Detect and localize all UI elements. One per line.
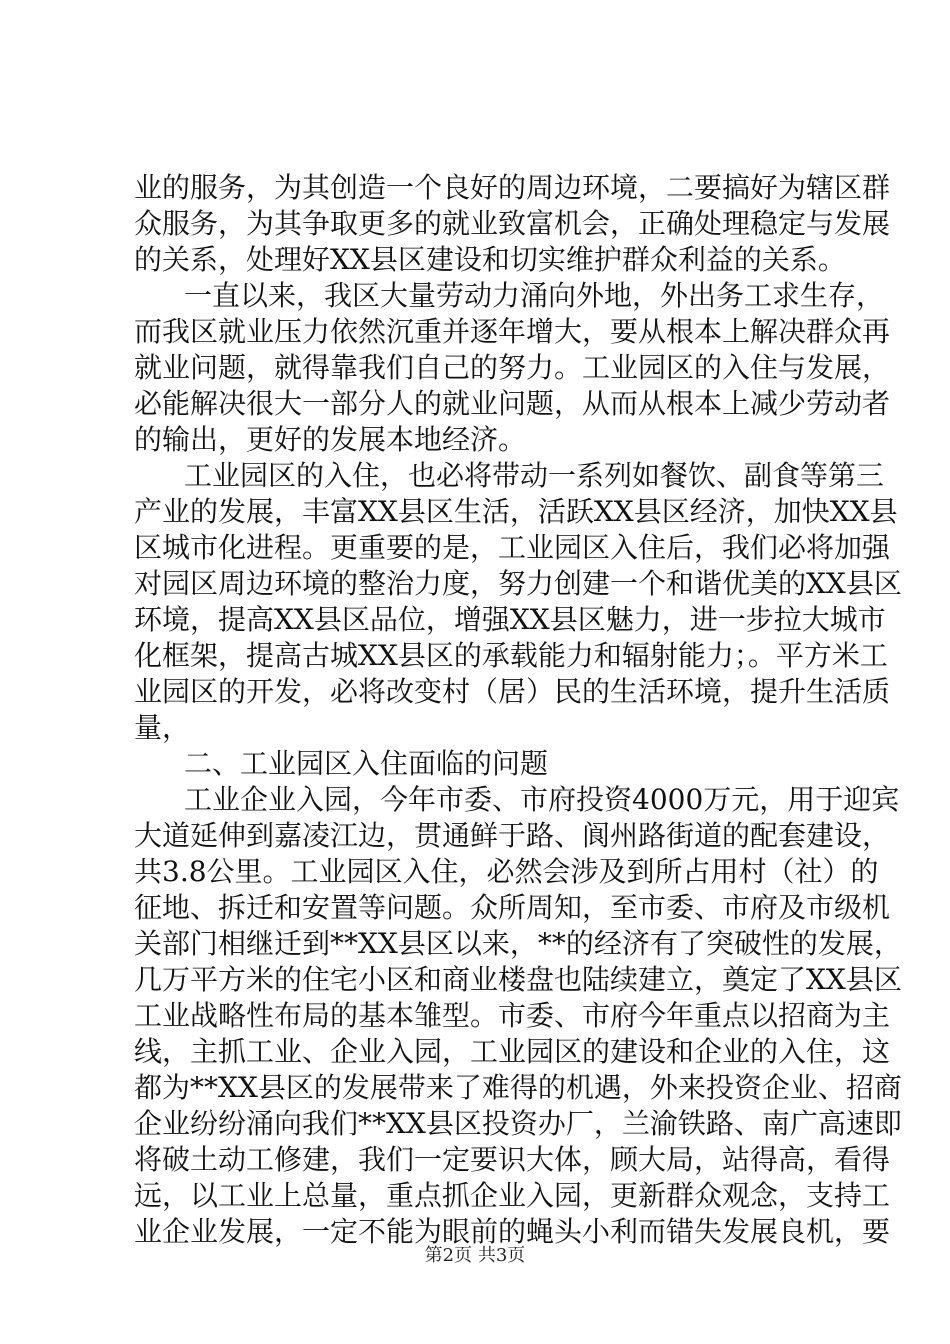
text-line: 业的服务，为其创造一个良好的周边环境，二要搞好为辖区群 xyxy=(134,171,891,204)
text-line: 工业战略性布局的基本雏型。市委、市府今年重点以招商为主 xyxy=(134,999,891,1032)
text-line: 共3.8公里。工业园区入住，必然会涉及到所占用村（社）的 xyxy=(134,855,879,888)
text-line: 产业的发展，丰富XX县区生活，活跃XX县区经济，加快XX县 xyxy=(134,495,898,528)
text-line: 远，以工业上总量，重点抓企业入园，更新群众观念，支持工 xyxy=(134,1179,891,1212)
text-line: 而我区就业压力依然沉重并逐年增大，要从根本上解决群众再 xyxy=(134,315,891,348)
text-line: 征地、拆迁和安置等问题。众所周知，至市委、市府及市级机 xyxy=(134,891,891,924)
text-line: 业园区的开发，必将改变村（居）民的生活环境，提升生活质 xyxy=(134,675,891,708)
text-line: 化框架，提高古城XX县区的承载能力和辐射能力；。平方米工 xyxy=(134,639,888,672)
text-line: 区城市化进程。更重要的是，工业园区入住后，我们必将加强 xyxy=(134,531,891,564)
paragraph-first-line: 工业园区的入住，也必将带动一系列如餐饮、副食等第三 xyxy=(184,459,885,492)
text-line: 就业问题，就得靠我们自己的努力。工业园区的入住与发展， xyxy=(134,351,891,384)
text-line: 量， xyxy=(134,711,191,744)
text-line: 对园区周边环境的整治力度，努力创建一个和谐优美的XX县区 xyxy=(134,567,902,600)
text-line: 几万平方米的住宅小区和商业楼盘也陆续建立，奠定了XX县区 xyxy=(134,963,902,996)
text-line: 都为**XX县区的发展带来了难得的机遇，外来投资企业、招商 xyxy=(134,1071,902,1104)
text-line: 大道延伸到嘉凌江边，贯通鲜于路、阆州路街道的配套建设， xyxy=(134,819,891,852)
page-footer: 第2页 共3页 xyxy=(424,1245,526,1266)
section-heading: 二、工业园区入住面临的问题 xyxy=(184,747,549,780)
text-line: 的输出，更好的发展本地经济。 xyxy=(134,423,527,456)
paragraph-first-line: 一直以来，我区大量劳动力涌向外地，外出务工求生存， xyxy=(184,279,885,312)
text-line: 将破土动工修建，我们一定要识大体，顾大局，站得高，看得 xyxy=(134,1143,891,1176)
text-line: 环境，提高XX县区品位，增强XX县区魅力，进一步拉大城市 xyxy=(134,603,886,636)
text-line: 线，主抓工业、企业入园，工业园区的建设和企业的入住，这 xyxy=(134,1035,891,1068)
text-line: 必能解决很大一部分人的就业问题，从而从根本上减少劳动者 xyxy=(134,387,891,420)
paragraph-first-line: 工业企业入园，今年市委、市府投资4000万元，用于迎宾 xyxy=(184,783,900,816)
text-line: 业企业发展，一定不能为眼前的蝇头小利而错失发展良机，要 xyxy=(134,1215,891,1248)
text-line: 众服务，为其争取更多的就业致富机会，正确处理稳定与发展 xyxy=(134,207,891,240)
text-line: 的关系，处理好XX县区建设和切实维护群众利益的关系。 xyxy=(134,243,846,276)
text-line: 关部门相继迁到**XX县区以来，**的经济有了突破性的发展， xyxy=(134,927,902,960)
text-line: 企业纷纷涌向我们**XX县区投资办厂，兰渝铁路、南广高速即 xyxy=(134,1107,902,1140)
